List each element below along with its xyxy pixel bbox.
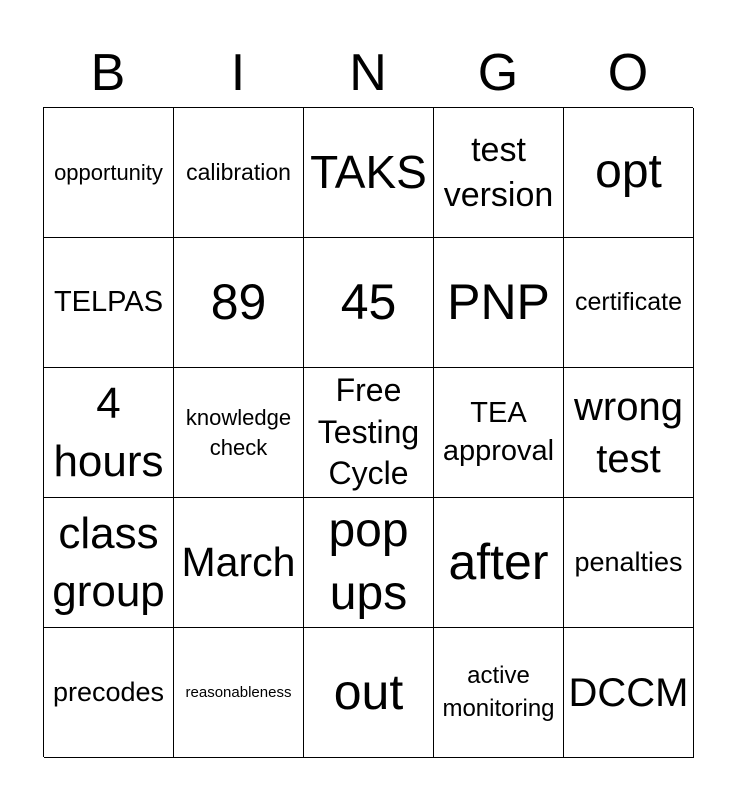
- bingo-cell: [564, 238, 694, 368]
- header-letter-o: O: [607, 44, 649, 102]
- header-letter-g: G: [477, 44, 519, 102]
- cell-text: calibration: [186, 159, 291, 186]
- bingo-cell: [304, 498, 434, 628]
- bingo-cell: [44, 628, 174, 758]
- cell-text: March: [181, 538, 296, 585]
- header-letter-n: N: [349, 44, 387, 102]
- header-letter-b: B: [90, 44, 126, 102]
- bingo-cell: [434, 108, 564, 238]
- bingo-cell: [304, 238, 434, 368]
- bingo-grid: [43, 107, 693, 757]
- bingo-cell: [174, 498, 304, 628]
- cell-text: 89: [210, 274, 267, 330]
- bingo-cell: [304, 628, 434, 758]
- cell-text: PNP: [447, 274, 550, 330]
- bingo-cell: [174, 108, 304, 238]
- bingo-cell: [44, 108, 174, 238]
- cell-text: TELPAS: [53, 285, 164, 318]
- cell-text: pop ups: [328, 504, 409, 620]
- cell-text: active monitoring: [442, 662, 555, 722]
- cell-text: TEA approval: [442, 396, 555, 467]
- cell-text: certificate: [575, 288, 682, 317]
- cell-text: opportunity: [54, 159, 163, 185]
- bingo-cell: [304, 368, 434, 498]
- cell-text: 4 hours: [53, 379, 164, 486]
- bingo-cell: [434, 498, 564, 628]
- cell-text: class group: [52, 509, 165, 616]
- cell-text: Free Testing Cycle: [317, 372, 420, 492]
- bingo-cell: [304, 108, 434, 238]
- cell-text: opt: [595, 145, 662, 199]
- cell-text: precodes: [52, 676, 165, 707]
- cell-text: reasonableness: [185, 683, 292, 701]
- bingo-header: [43, 40, 693, 106]
- bingo-cell: [434, 368, 564, 498]
- bingo-cell: [174, 368, 304, 498]
- cell-text: DCCM: [568, 670, 689, 715]
- cell-text: knowledge check: [185, 404, 292, 460]
- bingo-cell: [564, 368, 694, 498]
- cell-text: after: [448, 534, 549, 590]
- cell-text: wrong test: [574, 384, 683, 481]
- cell-text: 45: [340, 274, 397, 330]
- cell-text: test version: [443, 131, 554, 214]
- header-letter-i: I: [230, 44, 246, 102]
- bingo-cell: [564, 498, 694, 628]
- bingo-cell: [434, 628, 564, 758]
- bingo-cell: [44, 498, 174, 628]
- bingo-cell: [564, 628, 694, 758]
- bingo-cell: [434, 238, 564, 368]
- bingo-cell: [564, 108, 694, 238]
- cell-text: out: [333, 664, 404, 720]
- bingo-cell: [174, 628, 304, 758]
- cell-text: TAKS: [310, 146, 427, 199]
- bingo-cell: [44, 238, 174, 368]
- bingo-cell: [44, 368, 174, 498]
- bingo-cell: [174, 238, 304, 368]
- cell-text: penalties: [574, 546, 683, 577]
